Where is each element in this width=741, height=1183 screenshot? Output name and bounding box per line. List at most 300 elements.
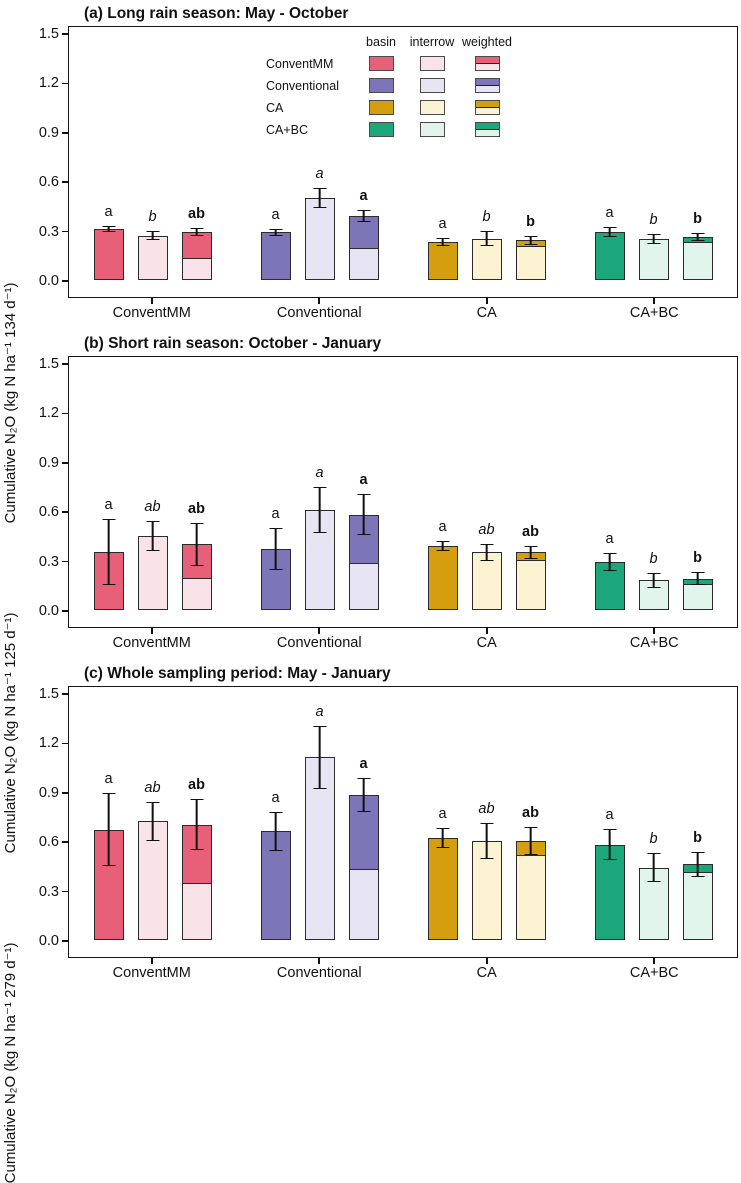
bar-group-ConventMM — [94, 497, 212, 610]
error-bar — [146, 231, 159, 241]
x-axis-label-text: Conventional — [276, 635, 362, 651]
panel-a-x-axis-labels — [68, 298, 738, 321]
x-axis-label-text: CA — [476, 965, 497, 981]
significance-letter: ab — [188, 500, 205, 517]
significance-letter: b — [649, 550, 658, 567]
error-bar — [436, 828, 449, 848]
y-tick-label — [39, 785, 68, 801]
error-bar-line — [196, 800, 198, 849]
panel-c-y-axis-label: Cumulative N₂O (kg N ha⁻¹ 279 d⁻¹) — [2, 942, 19, 1183]
legend-swatch-basin — [369, 56, 394, 71]
x-axis-label-Conventional — [260, 958, 378, 981]
error-bar — [647, 234, 660, 244]
panel-c-x-axis-labels — [68, 958, 738, 981]
significance-letter: b — [649, 211, 658, 228]
x-axis-label-text: CA+BC — [629, 635, 679, 651]
bar-column-interrow — [305, 464, 335, 610]
bar-weighted — [516, 552, 546, 610]
y-tick-text: 0.0 — [38, 273, 59, 289]
significance-letter: b — [693, 211, 702, 228]
bar-group-CA — [428, 209, 546, 280]
error-bar — [190, 228, 203, 236]
bar-column-basin — [94, 203, 124, 280]
significance-letter: a — [438, 518, 447, 535]
error-bar-line — [697, 234, 699, 240]
x-tick-mark — [318, 958, 320, 964]
bar-column-interrow — [138, 499, 168, 610]
bar-interrow — [472, 552, 502, 610]
error-bar — [480, 823, 493, 859]
bar-group-CA+BC — [595, 531, 713, 610]
y-tick-label — [39, 174, 68, 190]
y-tick-text: 0.3 — [38, 553, 59, 570]
bar-column-basin — [428, 518, 458, 610]
bar-column-interrow — [639, 211, 669, 280]
x-tick-mark — [151, 298, 153, 304]
error-bar-line — [486, 824, 488, 858]
error-bar-line — [363, 495, 365, 534]
weighted-interrow-segment — [183, 883, 211, 939]
x-axis-label-text: ConventMM — [112, 305, 191, 321]
y-tick-text: 0.3 — [38, 883, 59, 900]
y-tick-text: 0.3 — [38, 223, 59, 240]
significance-letter: ab — [522, 523, 539, 540]
bar-basin — [428, 546, 458, 610]
panel-b-title: (b) Short rain season: October - January — [84, 335, 382, 352]
significance-letter: a — [438, 216, 447, 233]
error-bar — [691, 852, 704, 877]
bar-column-weighted — [182, 500, 212, 610]
bar-weighted — [516, 240, 546, 280]
legend-row-label: Conventional — [266, 78, 339, 93]
significance-letter: a — [315, 464, 324, 481]
legend-column-basin: basin — [366, 35, 396, 49]
bar-column-interrow — [639, 830, 669, 940]
y-tick-text: 1.2 — [38, 735, 59, 752]
figure-cumulative-n2o — [0, 3, 741, 1183]
error-bar — [313, 487, 326, 533]
legend-swatch-interrow — [420, 122, 445, 137]
legend-swatch-weighted — [475, 100, 500, 115]
bar-column-interrow — [472, 801, 502, 940]
weighted-interrow-segment — [517, 855, 545, 939]
error-bar-line — [486, 545, 488, 559]
error-bar-line — [319, 727, 321, 788]
significance-letter: a — [271, 505, 280, 522]
y-tick-text: 0.9 — [38, 124, 59, 141]
error-bar — [357, 778, 370, 813]
error-bar-line — [486, 232, 488, 245]
bar-basin — [261, 232, 291, 280]
y-tick-label — [39, 125, 68, 141]
y-tick-label — [39, 603, 68, 619]
x-axis-label-CA+BC — [595, 628, 713, 651]
y-tick-label — [39, 224, 68, 240]
x-tick-mark — [318, 628, 320, 634]
error-bar — [313, 188, 326, 208]
x-axis-label-ConventMM — [93, 958, 211, 981]
bar-basin — [428, 838, 458, 940]
error-bar-line — [653, 235, 655, 243]
panel-a-y-axis-label: Cumulative N₂O (kg N ha⁻¹ 134 d⁻¹) — [2, 282, 19, 524]
error-bar-line — [653, 854, 655, 882]
x-axis-label-text: ConventMM — [112, 635, 191, 651]
legend-column-interrow: interrow — [409, 35, 455, 49]
bar-column-weighted — [182, 206, 212, 280]
x-axis-label-CA+BC — [595, 958, 713, 981]
panel-b-y-axis-label: Cumulative N₂O (kg N ha⁻¹ 125 d⁻¹) — [2, 612, 19, 854]
bar-group-ConventMM — [94, 771, 212, 940]
panel-a-plot-area — [68, 26, 738, 298]
error-bar — [146, 521, 159, 551]
bar-column-basin — [94, 497, 124, 610]
legend-swatch-interrow — [420, 78, 445, 93]
x-axis-label-CA — [428, 298, 546, 321]
legend-swatch-weighted-bottom — [476, 107, 499, 114]
error-bar-line — [108, 794, 110, 864]
significance-letter: a — [605, 205, 614, 222]
bar-column-interrow — [138, 208, 168, 280]
y-tick-text: 0.0 — [38, 603, 59, 619]
legend-grid — [264, 35, 514, 137]
error-bar — [480, 544, 493, 560]
x-tick-mark — [318, 298, 320, 304]
error-bar — [269, 229, 282, 236]
error-bar — [102, 793, 115, 865]
y-tick-label — [39, 273, 68, 289]
error-bar — [357, 494, 370, 535]
x-tick-mark — [151, 958, 153, 964]
bar-basin — [428, 242, 458, 280]
weighted-interrow-segment — [183, 578, 211, 609]
y-tick-label — [39, 834, 68, 850]
weighted-interrow-segment — [517, 560, 545, 609]
x-tick-mark — [653, 298, 655, 304]
error-bar — [691, 572, 704, 585]
x-tick-mark — [486, 958, 488, 964]
x-axis-label-Conventional — [260, 628, 378, 651]
error-bar — [480, 231, 493, 246]
error-bar-line — [442, 239, 444, 245]
significance-letter: a — [359, 755, 368, 772]
error-bar — [524, 236, 537, 246]
bar-column-basin — [595, 806, 625, 941]
error-bar-line — [275, 230, 277, 235]
significance-letter: a — [359, 188, 368, 205]
error-bar-line — [609, 228, 611, 236]
panel-a-y-ticks — [26, 26, 68, 298]
y-tick-text: 1.5 — [38, 356, 59, 372]
weighted-basin-segment — [183, 233, 211, 258]
error-bar-line — [275, 529, 277, 570]
bar-column-weighted — [683, 829, 713, 940]
bar-column-weighted — [349, 755, 379, 940]
legend-swatch-weighted — [475, 122, 500, 137]
x-axis-label-ConventMM — [93, 628, 211, 651]
error-bar-line — [530, 828, 532, 854]
weighted-interrow-segment — [684, 584, 712, 609]
x-axis-label-text: CA — [476, 305, 497, 321]
y-tick-text: 0.0 — [38, 933, 59, 949]
bar-weighted — [349, 795, 379, 940]
bar-column-weighted — [683, 211, 713, 280]
error-bar — [603, 227, 616, 237]
x-tick-mark — [653, 958, 655, 964]
panel-b-x-axis-labels — [68, 628, 738, 651]
significance-letter: ab — [478, 801, 495, 818]
bar-weighted — [683, 237, 713, 280]
error-bar — [524, 546, 537, 559]
error-bar — [647, 573, 660, 588]
error-bar-line — [530, 237, 532, 245]
error-bar — [269, 528, 282, 571]
significance-letter: a — [315, 703, 324, 720]
weighted-interrow-segment — [684, 242, 712, 279]
x-axis-label-text: CA+BC — [629, 965, 679, 981]
panel-a-title: (a) Long rain season: May - October — [84, 5, 349, 22]
bar-group-Conventional — [261, 703, 379, 940]
error-bar-line — [653, 574, 655, 587]
y-tick-label — [39, 735, 68, 751]
y-tick-label — [39, 405, 68, 421]
bar-column-interrow — [472, 209, 502, 280]
panel-c-title: (c) Whole sampling period: May - January — [84, 665, 391, 682]
x-axis-label-CA — [428, 958, 546, 981]
y-tick-label — [39, 884, 68, 900]
error-bar — [603, 829, 616, 860]
bar-column-interrow — [138, 779, 168, 940]
significance-letter: a — [104, 497, 113, 514]
error-bar — [102, 519, 115, 585]
bar-group-CA+BC — [595, 806, 713, 941]
error-bar-line — [152, 522, 154, 550]
legend-swatch-interrow — [420, 56, 445, 71]
y-tick-text: 0.6 — [38, 174, 59, 191]
panel-c-plot-area — [68, 686, 738, 958]
panel-c-y-ticks — [26, 686, 68, 958]
bar-column-basin — [94, 771, 124, 940]
error-bar — [524, 827, 537, 855]
error-bar-line — [152, 232, 154, 240]
y-tick-text: 1.2 — [38, 75, 59, 92]
error-bar-line — [609, 554, 611, 570]
error-bar — [691, 233, 704, 241]
legend-swatch-basin — [369, 100, 394, 115]
significance-letter: b — [693, 550, 702, 567]
error-bar-line — [442, 542, 444, 550]
error-bar — [647, 853, 660, 883]
bar-column-weighted — [516, 523, 546, 610]
error-bar-line — [152, 803, 154, 841]
error-bar-line — [363, 211, 365, 221]
bar-column-basin — [261, 505, 291, 610]
y-tick-text: 0.6 — [38, 834, 59, 851]
bar-basin — [595, 232, 625, 280]
weighted-interrow-segment — [517, 246, 545, 279]
error-bar — [436, 238, 449, 246]
significance-letter: ab — [478, 522, 495, 539]
y-tick-label — [39, 455, 68, 471]
x-tick-mark — [486, 628, 488, 634]
significance-letter: a — [315, 165, 324, 182]
error-bar — [146, 802, 159, 842]
significance-letter: b — [526, 213, 535, 230]
legend-row-label: CA — [266, 100, 284, 115]
error-bar — [603, 553, 616, 571]
bar-column-weighted — [683, 550, 713, 610]
panel-c — [0, 663, 741, 1183]
legend-swatch-weighted-bottom — [476, 129, 499, 136]
x-axis-label-text: Conventional — [276, 305, 362, 321]
bar-interrow — [305, 198, 335, 280]
x-tick-mark — [486, 298, 488, 304]
bar-group-CA — [428, 518, 546, 610]
error-bar-line — [363, 779, 365, 812]
x-axis-label-text: CA — [476, 635, 497, 651]
bar-column-basin — [428, 216, 458, 280]
x-axis-label-ConventMM — [93, 298, 211, 321]
significance-letter: ab — [188, 206, 205, 223]
legend-swatch-interrow — [420, 100, 445, 115]
bar-column-basin — [595, 205, 625, 280]
significance-letter: ab — [522, 805, 539, 822]
bar-column-basin — [428, 806, 458, 940]
x-axis-label-CA — [428, 628, 546, 651]
x-tick-mark — [151, 628, 153, 634]
significance-letter: ab — [144, 779, 161, 796]
bar-column-weighted — [349, 471, 379, 611]
y-tick-text: 1.5 — [38, 686, 59, 702]
legend-swatch-basin — [369, 122, 394, 137]
x-axis-label-CA+BC — [595, 298, 713, 321]
bar-column-interrow — [472, 522, 502, 610]
bar-basin — [94, 229, 124, 280]
legend-swatch-basin — [369, 78, 394, 93]
bar-group-CA — [428, 801, 546, 940]
x-axis-label-text: ConventMM — [112, 965, 191, 981]
weighted-interrow-segment — [350, 869, 378, 939]
y-tick-text: 0.9 — [38, 454, 59, 471]
legend-row-label: CA+BC — [266, 122, 309, 137]
error-bar-line — [530, 547, 532, 558]
weighted-interrow-segment — [684, 872, 712, 939]
error-bar — [357, 210, 370, 222]
bar-column-weighted — [516, 805, 546, 940]
legend-swatch-weighted — [475, 56, 500, 71]
bar-weighted — [182, 232, 212, 280]
bar-column-interrow — [639, 550, 669, 610]
bar-column-interrow — [305, 165, 335, 280]
y-tick-label — [39, 554, 68, 570]
error-bar-line — [697, 573, 699, 584]
significance-letter: ab — [188, 777, 205, 794]
bar-column-weighted — [516, 213, 546, 280]
legend-swatch-weighted-bottom — [476, 85, 499, 92]
error-bar-line — [319, 488, 321, 532]
bar-group-Conventional — [261, 165, 379, 280]
y-tick-label — [39, 26, 68, 42]
error-bar-line — [697, 853, 699, 876]
error-bar-line — [609, 830, 611, 859]
error-bar-line — [275, 813, 277, 851]
bar-column-basin — [261, 206, 291, 280]
bar-column-weighted — [182, 777, 212, 940]
error-bar — [190, 799, 203, 850]
significance-letter: a — [359, 471, 368, 488]
y-tick-label — [39, 504, 68, 520]
bar-column-weighted — [349, 188, 379, 280]
significance-letter: a — [271, 789, 280, 806]
error-bar-line — [196, 229, 198, 235]
error-bar-line — [108, 520, 110, 584]
y-tick-text: 0.9 — [38, 784, 59, 801]
y-tick-label — [39, 356, 68, 372]
significance-letter: b — [693, 829, 702, 846]
bar-column-basin — [261, 789, 291, 940]
y-tick-text: 1.5 — [38, 26, 59, 42]
panel-b-y-ticks — [26, 356, 68, 628]
bar-group-Conventional — [261, 464, 379, 610]
error-bar — [436, 541, 449, 551]
bar-column-interrow — [305, 703, 335, 940]
chart-legend — [264, 35, 514, 137]
panel-b-plot-area — [68, 356, 738, 628]
error-bar-line — [442, 829, 444, 847]
significance-letter: a — [605, 806, 614, 823]
error-bar — [269, 812, 282, 852]
panel-c-bars — [69, 703, 737, 940]
y-tick-label — [39, 686, 68, 702]
legend-column-weighted: weighted — [461, 35, 513, 49]
bar-group-ConventMM — [94, 203, 212, 280]
y-tick-label — [39, 933, 68, 949]
significance-letter: b — [649, 830, 658, 847]
significance-letter: a — [438, 806, 447, 823]
significance-letter: a — [605, 531, 614, 548]
weighted-interrow-segment — [350, 563, 378, 609]
significance-letter: ab — [144, 499, 161, 516]
weighted-interrow-segment — [350, 248, 378, 279]
legend-row-label: ConventMM — [266, 56, 334, 71]
error-bar-line — [108, 227, 110, 232]
bar-interrow — [639, 239, 669, 280]
error-bar — [102, 226, 115, 233]
bar-weighted — [349, 216, 379, 280]
legend-swatch-weighted — [475, 78, 500, 93]
x-axis-label-text: Conventional — [276, 965, 362, 981]
weighted-interrow-segment — [183, 258, 211, 279]
y-tick-label — [39, 75, 68, 91]
y-tick-text: 0.6 — [38, 504, 59, 521]
x-tick-mark — [653, 628, 655, 634]
x-axis-label-Conventional — [260, 298, 378, 321]
error-bar — [313, 726, 326, 789]
significance-letter: b — [482, 209, 491, 226]
legend-swatch-weighted-bottom — [476, 63, 499, 70]
significance-letter: a — [104, 771, 113, 788]
bar-interrow — [138, 236, 168, 280]
error-bar — [190, 523, 203, 566]
error-bar-line — [196, 524, 198, 565]
x-axis-label-text: CA+BC — [629, 305, 679, 321]
bar-weighted — [516, 841, 546, 940]
y-tick-text: 1.2 — [38, 405, 59, 422]
bar-group-CA+BC — [595, 205, 713, 280]
bar-column-basin — [595, 531, 625, 610]
panel-a-bars — [69, 165, 737, 280]
significance-letter: b — [148, 208, 157, 225]
significance-letter: a — [271, 206, 280, 223]
